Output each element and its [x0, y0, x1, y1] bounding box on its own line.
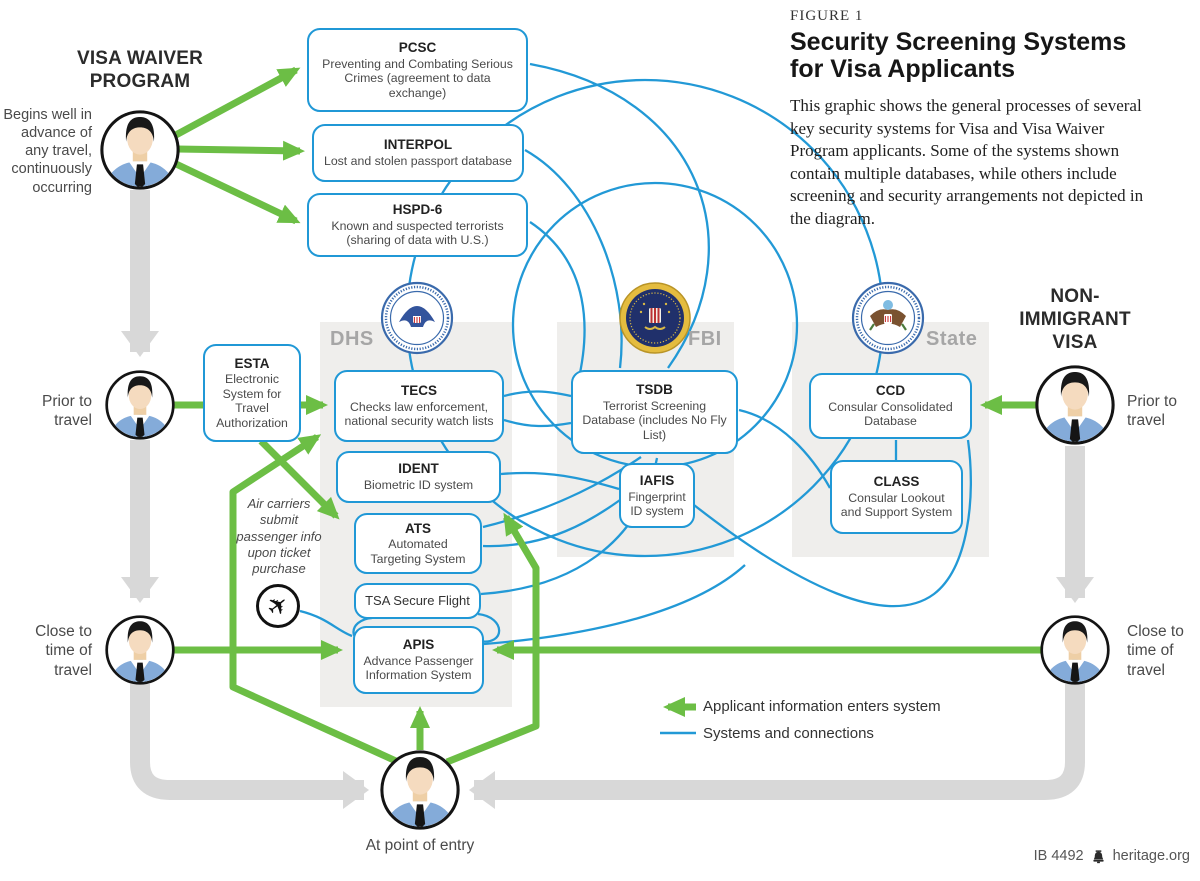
- ccd-desc: Consular Consolidated Database: [828, 399, 953, 429]
- system-box-interpol: [312, 124, 524, 182]
- hspd6-acronym: HSPD-6: [392, 202, 443, 218]
- plane-tsa-link: [300, 611, 352, 636]
- ats-iafis-link: [483, 500, 620, 546]
- system-box-ident: [336, 451, 501, 503]
- dhs-seal-icon: [382, 283, 452, 353]
- ident-desc: Biometric ID system: [363, 478, 474, 493]
- ats-desc: Automated Targeting System: [370, 537, 466, 566]
- visa-waiver-title: VISA WAIVER PROGRAM: [76, 48, 204, 92]
- interpol-acronym: INTERPOL: [383, 137, 453, 153]
- class-acronym: CLASS: [873, 474, 920, 490]
- interpol-desc: Lost and stolen passport database: [323, 154, 512, 169]
- system-box-tsa: [354, 583, 481, 619]
- legend-applicant-label: Applicant information enters system: [703, 698, 941, 715]
- non-immigrant-title: NON-IMMIGRANT VISA: [1019, 286, 1131, 353]
- system-box-tsdb: [571, 370, 738, 454]
- visa-waiver-note: Begins well in advance of any travel, continuously occurring: [3, 107, 92, 196]
- pcsc-acronym: PCSC: [398, 39, 437, 55]
- ccd-acronym: CCD: [875, 383, 906, 399]
- hspd6-desc: Known and suspected terrorists (sharing of data with U.S.): [331, 218, 504, 248]
- system-box-esta: [203, 344, 301, 442]
- tsdb-acronym: TSDB: [636, 381, 673, 397]
- tsa-label: TSA Secure Flight: [365, 593, 470, 609]
- esta-desc: Electronic System for Travel Authorization: [216, 372, 288, 430]
- liberty-bell-icon: [1091, 849, 1106, 864]
- tecs-desc: Checks law enforcement, national security watch lists: [344, 399, 494, 429]
- system-box-tecs: [334, 370, 504, 442]
- applicant-avatar-nonimmigrant: [1037, 367, 1113, 446]
- footer-site: heritage.org: [1112, 848, 1190, 864]
- tsdb-desc: Terrorist Screening Database (includes No Fly List): [582, 398, 727, 442]
- system-box-iafis: [619, 463, 695, 528]
- system-box-ats: [354, 513, 482, 574]
- figure-description: This graphic shows the general processes of several key security systems for Visa and Visa Waiver Program applicants. Some of the systems shown contain multiple databases, while others include screening and security arrangements not depicted in the diagram.: [790, 96, 1144, 229]
- iafis-desc: Fingerprint ID system: [628, 489, 686, 518]
- ats-tsdb-link: [483, 457, 641, 527]
- apis-desc: Advance Passenger Information System: [363, 653, 474, 683]
- applicant-avatar-prior-left: [107, 372, 174, 441]
- system-box-ccd: [809, 373, 972, 439]
- esta-acronym: ESTA: [234, 355, 270, 371]
- fbi-seal-icon: [620, 283, 690, 353]
- system-box-hspd6: [307, 193, 528, 257]
- iafis-acronym: IAFIS: [639, 472, 675, 488]
- legend-systems-label: Systems and connections: [703, 725, 874, 742]
- page-title: Security Screening Systems for Visa Applicants: [790, 28, 1127, 83]
- applicant-avatar-visa-waiver: [102, 112, 178, 191]
- applicant-avatar-close-left: [107, 617, 174, 686]
- state-group-label: State: [926, 328, 978, 350]
- stage-entry: At point of entry: [365, 837, 475, 854]
- apis-acronym: APIS: [402, 637, 435, 653]
- tecs-tsdb-link2: [504, 420, 571, 426]
- fbi-group-label: FBI: [688, 328, 722, 350]
- footer-id: IB 4492: [1033, 848, 1084, 864]
- figure-eyebrow: FIGURE 1: [790, 8, 864, 24]
- system-box-apis: [353, 626, 484, 694]
- hspd6-tsdb-link: [530, 222, 585, 390]
- interpol-tsdb-link: [525, 150, 622, 368]
- tecs-acronym: TECS: [400, 383, 437, 399]
- class-desc: Consular Lookout and Support System: [840, 490, 953, 520]
- title-block: [790, 8, 1185, 231]
- system-box-pcsc: [307, 28, 528, 112]
- state-seal-icon: [853, 283, 923, 353]
- ident-acronym: IDENT: [398, 461, 439, 477]
- airplane-icon: ✈: [256, 584, 300, 628]
- stage-prior-right: Prior to travel: [1127, 393, 1177, 430]
- applicant-avatar-close-right: [1042, 617, 1109, 686]
- footer: [990, 848, 1190, 864]
- dhs-group-label: DHS: [330, 328, 374, 350]
- stage-close-left: Close to time of travel: [35, 623, 92, 679]
- system-box-class: [830, 460, 963, 534]
- tecs-tsdb-link: [504, 391, 571, 396]
- air-carriers-note: Air carriers submit passenger info upon ticket purchase: [236, 496, 322, 576]
- apis-link: [484, 565, 745, 644]
- applicant-avatar-entry: [382, 752, 458, 831]
- pcsc-desc: Preventing and Combating Serious Crimes (agreement to data exchange): [322, 56, 513, 100]
- ats-acronym: ATS: [405, 520, 431, 536]
- stage-prior-left: Prior to travel: [42, 393, 92, 430]
- stage-close-right: Close to time of travel: [1127, 623, 1184, 679]
